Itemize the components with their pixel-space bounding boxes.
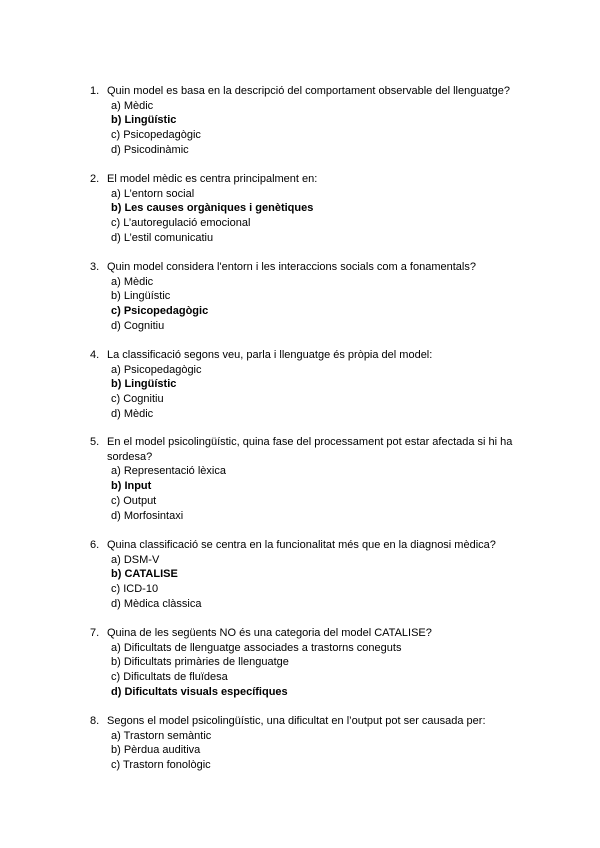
question-number: 5. <box>90 436 100 448</box>
question-number: 3. <box>90 261 100 273</box>
question-text: Quina classificació se centra en la funcionalitat més que en la diagnosi mèdica? <box>107 539 496 551</box>
question-text: En el model psicolingüístic, quina fase del processament pot estar afectada si hi ha sordesa? <box>107 436 513 463</box>
question-4 <box>90 348 560 422</box>
question-number: 7. <box>90 627 100 639</box>
option-b-correct: b) Les causes orgàniques i genètiques <box>111 202 314 215</box>
option-c: c) ICD-10 <box>111 583 159 596</box>
option-a: a) Trastorn semàntic <box>111 729 212 742</box>
question-number: 4. <box>90 349 100 361</box>
question-text: Quina de les següents NO és una categoria del model CATALISE? <box>107 627 432 639</box>
option-a: a) Psicopedagògic <box>111 363 202 376</box>
question-1 <box>90 84 560 158</box>
option-b-correct: b) Lingüístic <box>111 378 177 391</box>
question-3 <box>90 260 560 334</box>
question-number: 1. <box>90 85 100 97</box>
question-text: El model mèdic es centra principalment en: <box>107 173 318 185</box>
question-text: Quin model es basa en la descripció del comportament observable del llenguatge? <box>107 85 510 97</box>
question-text: La classificació segons veu, parla i llenguatge és pròpia del model: <box>107 349 433 361</box>
option-c: c) Dificultats de fluïdesa <box>111 671 228 684</box>
question-number: 2. <box>90 173 100 185</box>
question-6 <box>90 538 560 612</box>
option-c-correct: c) Psicopedagògic <box>111 305 209 318</box>
option-d: d) Psicodinàmic <box>111 143 189 156</box>
option-a: a) Mèdic <box>111 275 154 288</box>
option-c: c) L’autoregulació emocional <box>111 217 251 230</box>
question-text: Segons el model psicolingüístic, una dificultat en l’output pot ser causada per: <box>107 715 486 727</box>
option-a: a) L’entorn social <box>111 187 195 200</box>
option-d: d) Mèdic <box>111 407 154 420</box>
option-c: c) Psicopedagògic <box>111 129 201 142</box>
option-d: d) Morfosintaxi <box>111 509 184 522</box>
option-d: d) Cognitiu <box>111 319 165 332</box>
option-a: a) Mèdic <box>111 99 154 112</box>
question-8 <box>90 714 560 773</box>
question-2 <box>90 172 560 246</box>
option-c: c) Cognitiu <box>111 393 164 406</box>
question-text: Quin model considera l'entorn i les interaccions socials com a fonamentals? <box>107 261 476 273</box>
question-number: 8. <box>90 715 100 727</box>
question-5 <box>90 435 560 523</box>
option-a: a) DSM-V <box>111 553 160 566</box>
option-b-correct: b) CATALISE <box>111 568 178 581</box>
option-a: a) Representació lèxica <box>111 465 226 478</box>
option-b: b) Pèrdua auditiva <box>111 744 201 757</box>
option-c: c) Output <box>111 494 157 507</box>
option-b-correct: b) Input <box>111 480 152 493</box>
option-d-correct: d) Dificultats visuals específiques <box>111 685 288 698</box>
option-b-correct: b) Lingüístic <box>111 114 177 127</box>
option-d: d) L’estil comunicatiu <box>111 231 214 244</box>
option-b: b) Dificultats primàries de llenguatge <box>111 656 289 669</box>
option-d: d) Mèdica clàssica <box>111 597 202 610</box>
option-c: c) Trastorn fonològic <box>111 759 211 772</box>
question-number: 6. <box>90 539 100 551</box>
question-7 <box>90 626 560 700</box>
option-b: b) Lingüístic <box>111 290 171 303</box>
option-a: a) Dificultats de llenguatge associades a trastorns coneguts <box>111 641 402 654</box>
